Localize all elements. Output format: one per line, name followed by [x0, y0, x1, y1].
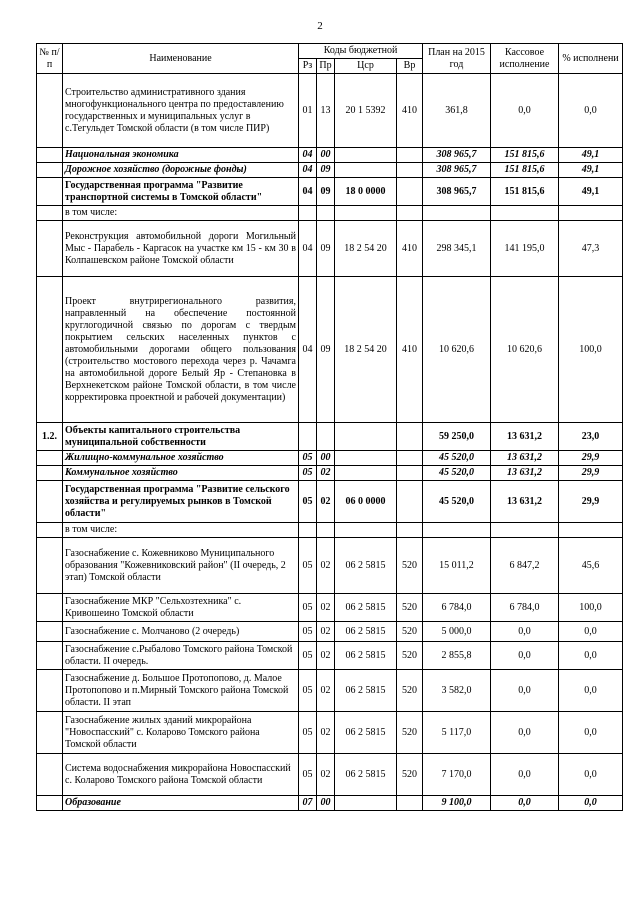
- cell-vr: 410: [397, 277, 423, 423]
- cell-cash: 13 631,2: [491, 423, 559, 451]
- cell-pct: 0,0: [559, 754, 623, 796]
- cell-num: [37, 642, 63, 670]
- cell-rz: 04: [299, 277, 317, 423]
- cell-rz: 04: [299, 163, 317, 178]
- header-plan: План на 2015 год: [423, 44, 491, 74]
- table-row: [37, 523, 623, 538]
- cell-rz: 04: [299, 148, 317, 163]
- cell-num: 1.2.: [37, 423, 63, 451]
- table-row: [37, 221, 623, 277]
- cell-name: Газоснабжение с. Кожевниково Муниципального образования "Кожевниковский район" (II очередь, 2 этап) Томской области: [63, 538, 299, 594]
- cell-name: Газоснабжение с.Рыбалово Томского района Томской области. II очередь.: [63, 642, 299, 670]
- cell-name: в том числе:: [63, 206, 299, 221]
- cell-pct: 49,1: [559, 163, 623, 178]
- table-row: [37, 481, 623, 523]
- cell-csr: [335, 148, 397, 163]
- cell-cash: 10 620,6: [491, 277, 559, 423]
- cell-num: [37, 796, 63, 811]
- cell-csr: [335, 206, 397, 221]
- table-row: [37, 466, 623, 481]
- page-number: 2: [317, 20, 323, 32]
- header-vr: Вр: [397, 59, 423, 74]
- cell-num: [37, 670, 63, 712]
- table-row: [37, 712, 623, 754]
- cell-csr: [335, 523, 397, 538]
- cell-name: Газоснабжение МКР "Сельхозтехника" с. Кривошеино Томской области: [63, 594, 299, 622]
- cell-pct: 0,0: [559, 670, 623, 712]
- cell-cash: 13 631,2: [491, 466, 559, 481]
- cell-rz: 04: [299, 178, 317, 206]
- header-csr: Цср: [335, 59, 397, 74]
- cell-plan: 3 582,0: [423, 670, 491, 712]
- cell-rz: [299, 523, 317, 538]
- table-row: [37, 622, 623, 642]
- cell-rz: 05: [299, 538, 317, 594]
- cell-rz: 05: [299, 670, 317, 712]
- cell-cash: 6 784,0: [491, 594, 559, 622]
- cell-name: в том числе:: [63, 523, 299, 538]
- cell-name: Дорожное хозяйство (дорожные фонды): [63, 163, 299, 178]
- cell-cash: [491, 206, 559, 221]
- cell-plan: 15 011,2: [423, 538, 491, 594]
- cell-name: Коммунальное хозяйство: [63, 466, 299, 481]
- cell-pr: 02: [317, 754, 335, 796]
- cell-num: [37, 163, 63, 178]
- cell-num: [37, 178, 63, 206]
- cell-csr: [335, 423, 397, 451]
- cell-plan: 9 100,0: [423, 796, 491, 811]
- cell-num: [37, 523, 63, 538]
- cell-cash: 6 847,2: [491, 538, 559, 594]
- cell-name: Государственная программа "Развитие транспортной системы в Томской области": [63, 178, 299, 206]
- cell-csr: 18 2 54 20: [335, 221, 397, 277]
- cell-pct: 47,3: [559, 221, 623, 277]
- cell-vr: [397, 206, 423, 221]
- cell-pct: 100,0: [559, 277, 623, 423]
- cell-vr: [397, 523, 423, 538]
- cell-num: [37, 712, 63, 754]
- budget-table: [36, 43, 623, 811]
- cell-vr: 520: [397, 622, 423, 642]
- cell-num: [37, 622, 63, 642]
- cell-csr: 06 0 0000: [335, 481, 397, 523]
- cell-plan: 45 520,0: [423, 481, 491, 523]
- table-row: [37, 670, 623, 712]
- cell-pr: 09: [317, 163, 335, 178]
- table-row: [37, 754, 623, 796]
- cell-rz: [299, 423, 317, 451]
- cell-name: Образование: [63, 796, 299, 811]
- cell-pr: 13: [317, 74, 335, 148]
- cell-name: Объекты капитального строительства муниципальной собственности: [63, 423, 299, 451]
- cell-name: Реконструкция автомобильной дороги Могильный Мыс - Парабель - Каргасок на участке км 15 - км 30 в Колпашевском районе Томской области: [63, 221, 299, 277]
- cell-csr: [335, 163, 397, 178]
- cell-pr: [317, 523, 335, 538]
- cell-vr: [397, 796, 423, 811]
- cell-cash: 141 195,0: [491, 221, 559, 277]
- cell-num: [37, 481, 63, 523]
- cell-plan: 361,8: [423, 74, 491, 148]
- cell-plan: 7 170,0: [423, 754, 491, 796]
- cell-cash: 0,0: [491, 712, 559, 754]
- cell-plan: [423, 206, 491, 221]
- table-row: [37, 451, 623, 466]
- cell-pct: 0,0: [559, 712, 623, 754]
- cell-pr: 09: [317, 178, 335, 206]
- cell-num: [37, 466, 63, 481]
- cell-cash: 13 631,2: [491, 481, 559, 523]
- cell-pr: 02: [317, 538, 335, 594]
- cell-pct: [559, 523, 623, 538]
- cell-cash: 151 815,6: [491, 178, 559, 206]
- cell-plan: 45 520,0: [423, 466, 491, 481]
- cell-rz: [299, 206, 317, 221]
- cell-num: [37, 451, 63, 466]
- cell-pct: 23,0: [559, 423, 623, 451]
- cell-num: [37, 148, 63, 163]
- cell-num: [37, 277, 63, 423]
- cell-name: Строительство административного здания многофункционального центра по предоставлению государственных и муниципальных услуг в с.Тегульдет Томской области (в том числе ПИР): [63, 74, 299, 148]
- cell-cash: 0,0: [491, 622, 559, 642]
- cell-csr: 18 0 0000: [335, 178, 397, 206]
- cell-pr: 02: [317, 594, 335, 622]
- cell-pr: 02: [317, 481, 335, 523]
- header-num: № п/п: [37, 44, 63, 74]
- header-codes: Коды бюджетной: [299, 44, 423, 59]
- cell-name: Газоснабжение д. Большое Протопопово, д. Малое Протопопово и п.Мирный Томского района Томской области. II этап: [63, 670, 299, 712]
- cell-name: Жилищно-коммунальное хозяйство: [63, 451, 299, 466]
- cell-plan: 308 965,7: [423, 178, 491, 206]
- cell-pct: 0,0: [559, 622, 623, 642]
- cell-csr: [335, 451, 397, 466]
- cell-rz: 05: [299, 451, 317, 466]
- cell-csr: 06 2 5815: [335, 754, 397, 796]
- header-cash: Кассовое исполнение: [491, 44, 559, 74]
- cell-pct: 45,6: [559, 538, 623, 594]
- cell-plan: 308 965,7: [423, 148, 491, 163]
- cell-rz: 05: [299, 481, 317, 523]
- table-row: [37, 206, 623, 221]
- cell-name: Государственная программа "Развитие сельского хозяйства и регулируемых рынков в Томской области": [63, 481, 299, 523]
- table-row: [37, 423, 623, 451]
- header-name: Наименование: [63, 44, 299, 74]
- cell-vr: [397, 481, 423, 523]
- cell-rz: 07: [299, 796, 317, 811]
- cell-csr: 20 1 5392: [335, 74, 397, 148]
- cell-vr: 520: [397, 670, 423, 712]
- cell-rz: 05: [299, 466, 317, 481]
- cell-plan: 308 965,7: [423, 163, 491, 178]
- cell-plan: 5 117,0: [423, 712, 491, 754]
- cell-pct: 29,9: [559, 451, 623, 466]
- header-rz: Рз: [299, 59, 317, 74]
- table-row: [37, 178, 623, 206]
- cell-rz: 01: [299, 74, 317, 148]
- table-row: [37, 796, 623, 811]
- table-row: [37, 148, 623, 163]
- cell-rz: 05: [299, 642, 317, 670]
- cell-cash: 0,0: [491, 670, 559, 712]
- cell-vr: [397, 148, 423, 163]
- cell-vr: 520: [397, 754, 423, 796]
- cell-csr: 06 2 5815: [335, 670, 397, 712]
- cell-name: Проект внутрирегионального развития, направленный на обеспечение постоянной круглогодичной связью по дорогам с твердым покрытием сельских населенных пунктов с автомобильными дорогами общего пользования (строительство мостового перехода через р. Чачамга на автомобильной дороге Белый Яр - Степановка в Верхнекетском районе Томской области, в том числе корректировка проектной и рабочей документации): [63, 277, 299, 423]
- cell-csr: [335, 796, 397, 811]
- cell-pr: 02: [317, 466, 335, 481]
- cell-pct: 29,9: [559, 466, 623, 481]
- table-row: [37, 594, 623, 622]
- cell-pct: [559, 206, 623, 221]
- cell-cash: 0,0: [491, 754, 559, 796]
- cell-rz: 05: [299, 594, 317, 622]
- table-row: [37, 163, 623, 178]
- cell-pct: 49,1: [559, 178, 623, 206]
- cell-name: Система водоснабжения микрорайона Новоспасский с. Коларово Томского района Томской области: [63, 754, 299, 796]
- cell-csr: 06 2 5815: [335, 712, 397, 754]
- cell-vr: [397, 178, 423, 206]
- cell-plan: [423, 523, 491, 538]
- cell-pct: 29,9: [559, 481, 623, 523]
- cell-name: Газоснабжение с. Молчаново (2 очередь): [63, 622, 299, 642]
- table-row: [37, 277, 623, 423]
- cell-pct: 49,1: [559, 148, 623, 163]
- cell-cash: 0,0: [491, 642, 559, 670]
- header-pr: Пр: [317, 59, 335, 74]
- cell-pr: 09: [317, 221, 335, 277]
- cell-name: Газоснабжение жилых зданий микрорайона "Новоспасский" с. Коларово Томского района Томской области: [63, 712, 299, 754]
- cell-plan: 2 855,8: [423, 642, 491, 670]
- cell-vr: [397, 423, 423, 451]
- cell-pr: 02: [317, 712, 335, 754]
- cell-cash: 151 815,6: [491, 148, 559, 163]
- cell-rz: 05: [299, 622, 317, 642]
- cell-csr: 06 2 5815: [335, 538, 397, 594]
- table-row: [37, 74, 623, 148]
- cell-vr: 520: [397, 594, 423, 622]
- table-body: [37, 74, 623, 811]
- cell-pct: 100,0: [559, 594, 623, 622]
- cell-pr: 09: [317, 277, 335, 423]
- cell-pct: 0,0: [559, 74, 623, 148]
- cell-csr: 06 2 5815: [335, 594, 397, 622]
- cell-pr: 02: [317, 642, 335, 670]
- cell-plan: 6 784,0: [423, 594, 491, 622]
- cell-vr: 410: [397, 221, 423, 277]
- cell-vr: 410: [397, 74, 423, 148]
- cell-pr: 00: [317, 796, 335, 811]
- cell-vr: 520: [397, 538, 423, 594]
- table-row: [37, 642, 623, 670]
- cell-cash: 0,0: [491, 796, 559, 811]
- header-pct: % исполнени: [559, 44, 623, 74]
- cell-plan: 298 345,1: [423, 221, 491, 277]
- cell-csr: 06 2 5815: [335, 622, 397, 642]
- table-row: [37, 538, 623, 594]
- cell-rz: 05: [299, 754, 317, 796]
- cell-num: [37, 754, 63, 796]
- cell-pct: 0,0: [559, 796, 623, 811]
- cell-vr: [397, 466, 423, 481]
- cell-pr: 00: [317, 451, 335, 466]
- cell-num: [37, 538, 63, 594]
- cell-cash: 0,0: [491, 74, 559, 148]
- cell-csr: 18 2 54 20: [335, 277, 397, 423]
- cell-vr: 520: [397, 712, 423, 754]
- cell-plan: 5 000,0: [423, 622, 491, 642]
- cell-rz: 04: [299, 221, 317, 277]
- cell-name: Национальная экономика: [63, 148, 299, 163]
- cell-pr: 00: [317, 148, 335, 163]
- cell-plan: 59 250,0: [423, 423, 491, 451]
- cell-rz: 05: [299, 712, 317, 754]
- cell-cash: 13 631,2: [491, 451, 559, 466]
- cell-vr: [397, 451, 423, 466]
- cell-num: [37, 221, 63, 277]
- cell-vr: 520: [397, 642, 423, 670]
- cell-csr: [335, 466, 397, 481]
- cell-num: [37, 74, 63, 148]
- cell-pr: 02: [317, 622, 335, 642]
- cell-vr: [397, 163, 423, 178]
- cell-plan: 10 620,6: [423, 277, 491, 423]
- cell-pr: 02: [317, 670, 335, 712]
- cell-pr: [317, 206, 335, 221]
- cell-csr: 06 2 5815: [335, 642, 397, 670]
- cell-plan: 45 520,0: [423, 451, 491, 466]
- cell-num: [37, 594, 63, 622]
- cell-cash: 151 815,6: [491, 163, 559, 178]
- cell-cash: [491, 523, 559, 538]
- cell-pct: 0,0: [559, 642, 623, 670]
- cell-pr: [317, 423, 335, 451]
- cell-num: [37, 206, 63, 221]
